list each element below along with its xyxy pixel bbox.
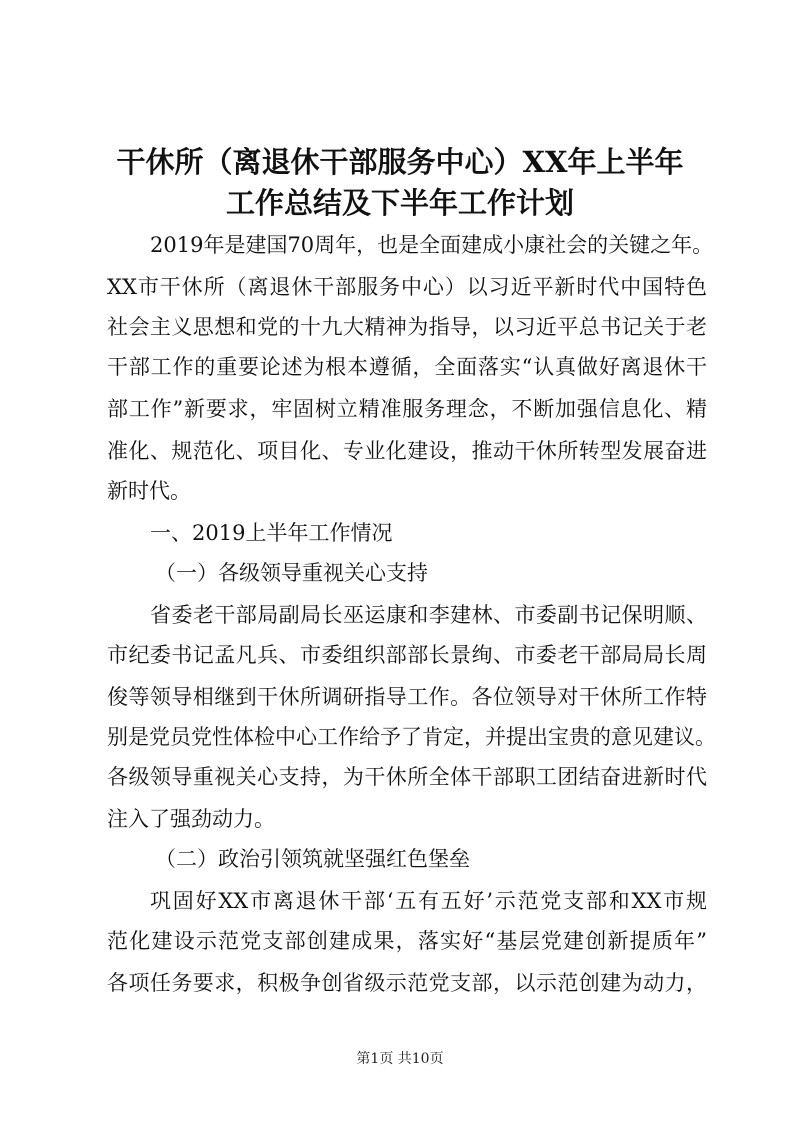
document-title-line-2: 工作总结及下半年工作计划 [225, 186, 574, 220]
body-line: 别是党员党性体检中心工作给予了肯定，并提出宝贵的意见建议。 [107, 725, 716, 749]
body-line: 注入了强劲动力。 [107, 807, 275, 831]
body-line: 准化、规范化、项目化、专业化建设，推动干休所转型发展奋进 [107, 439, 707, 463]
body-line: 新时代。 [107, 479, 191, 503]
body-line: 部工作”新要求，牢固树立精准服务理念，不断加强信息化、精 [107, 397, 707, 421]
body-line: 巩固好XX市离退休干部‘五有五好’示范党支部和XX市规 [150, 889, 707, 913]
body-line: XX市干休所（离退休干部服务中心）以习近平新时代中国特色 [107, 275, 707, 299]
body-line: 俊等领导相继到干休所调研指导工作。各位领导对干休所工作特 [107, 685, 707, 709]
body-line: 省委老干部局副局长巫运康和李建林、市委副书记保明顺、 [150, 603, 707, 627]
body-line: 各级领导重视关心支持，为干休所全体干部职工团结奋进新时代 [107, 765, 707, 789]
body-line: 干部工作的重要论述为根本遵循，全面落实“认真做好离退休干 [107, 355, 707, 379]
document-title-line-1: 干休所（离退休干部服务中心）XX年上半年 [116, 145, 684, 179]
body-line: 范化建设示范党支部创建成果，落实好“基层党建创新提质年” [107, 929, 707, 953]
body-line: 各项任务要求，积极争创省级示范党支部，以示范创建为动力， [107, 971, 707, 995]
section-heading: 一、2019上半年工作情况 [150, 521, 393, 545]
subsection-heading: （二）政治引领筑就坚强红色堡垒 [155, 847, 470, 871]
subsection-heading: （一）各级领导重视关心支持 [155, 561, 428, 585]
page-footer: 第1页 共10页 [356, 1051, 444, 1067]
body-line: 2019年是建国70周年，也是全面建成小康社会的关键之年。 [150, 233, 714, 257]
body-line: 市纪委书记孟凡兵、市委组织部部长景绚、市委老干部局局长周 [107, 643, 707, 667]
body-line: 社会主义思想和党的十九大精神为指导，以习近平总书记关于老 [107, 315, 707, 339]
